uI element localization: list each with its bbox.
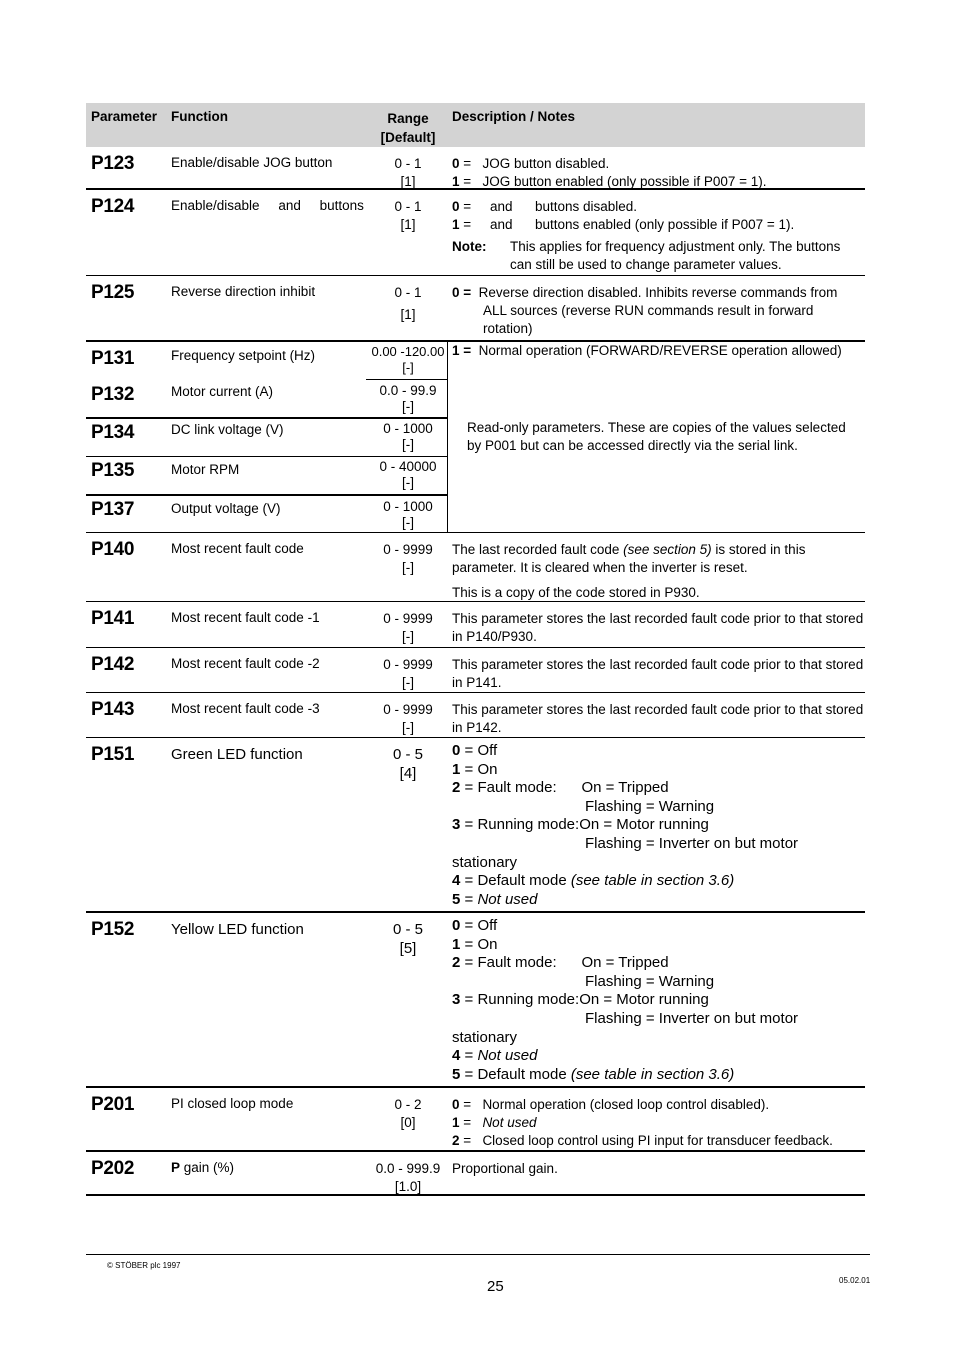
- param-function: Frequency setpoint (Hz): [171, 348, 316, 363]
- param-description: Proportional gain.: [452, 1161, 558, 1176]
- header-description: Description / Notes: [452, 109, 576, 124]
- param-function: Enable/disable JOG button: [171, 155, 333, 170]
- param-range: 0.0 - 99.9 [-]: [379, 383, 437, 414]
- param-id: P143: [91, 699, 135, 720]
- table-row-p140: [86, 533, 865, 602]
- param-id: P132: [91, 384, 135, 405]
- table-row-p137: [86, 496, 865, 532]
- document-date: 05.02.01: [839, 1276, 871, 1285]
- readonly-description: Read-only parameters. These are copies of the values selected by P001 but can be accessed directly via the serial link.: [467, 420, 846, 453]
- param-id: P142: [91, 654, 135, 675]
- param-description: This parameter stores the last recorded fault code prior to that stored in P142.: [452, 702, 864, 735]
- header-parameter: Parameter: [91, 109, 158, 124]
- param-range: 0 - 1000 [-]: [383, 499, 433, 530]
- parameter-table: [86, 103, 865, 1196]
- param-id: P140: [91, 539, 135, 560]
- param-function: Output voltage (V): [171, 501, 281, 516]
- param-description: The last recorded fault code (see section 5) is stored in this parameter. It is cleared when the inverter is reset. This is a copy of the code stored in P930.: [452, 542, 806, 600]
- param-id: P141: [91, 608, 135, 629]
- param-function: PI closed loop mode: [171, 1096, 294, 1111]
- copyright: © STÖBER plc 1997: [107, 1261, 181, 1270]
- param-range: 0 - 1000 [-]: [383, 421, 433, 452]
- footer-divider: [86, 1254, 870, 1255]
- table-header: [86, 103, 865, 147]
- page-number: 25: [487, 1278, 504, 1295]
- param-range: 0 - 9999 [-]: [383, 657, 433, 690]
- param-function: Motor RPM: [171, 462, 240, 477]
- param-id: P131: [91, 348, 135, 369]
- param-id: P124: [91, 196, 135, 217]
- header-function: Function: [171, 109, 228, 124]
- param-description: 0 = Off 1 = On 2 = Fault mode: On = Tripped Flashing = Warning 3 = Running mode:On = Motor running Flashing = Inverter on but motor stationary 4 = Default mode (see table in section 3.6) 5 = Not used: [452, 742, 799, 908]
- table-row-p135: [86, 457, 865, 495]
- param-range: 0.0 - 999.9 [1.0]: [375, 1161, 441, 1194]
- table-row-p123: [86, 147, 865, 190]
- table-row-p142: [86, 648, 865, 693]
- table-row-p151: [86, 738, 865, 913]
- param-range: 0.00 -120.00 [-]: [371, 344, 445, 375]
- param-function: Reverse direction inhibit: [171, 284, 316, 299]
- param-id: P135: [91, 460, 135, 481]
- param-function: P gain (%): [171, 1160, 235, 1175]
- note-text: This applies for frequency adjustment only. The buttons can still be used to change parameter values.: [510, 239, 841, 272]
- param-function: Yellow LED function: [171, 921, 304, 938]
- param-range: 0 - 1 [1]: [394, 285, 422, 322]
- table-row-p201: [86, 1088, 865, 1152]
- table-row-p132: [86, 380, 865, 418]
- param-range: 0 - 9999 [-]: [383, 542, 433, 575]
- table-row-p152: [86, 913, 865, 1088]
- param-function: Green LED function: [171, 746, 303, 763]
- param-function: Most recent fault code: [171, 541, 304, 556]
- param-id: P134: [91, 422, 135, 443]
- param-id: P151: [91, 744, 135, 765]
- param-function: Most recent fault code -3: [171, 701, 320, 716]
- param-function: Most recent fault code -2: [171, 656, 320, 671]
- param-description: This parameter stores the last recorded fault code prior to that stored in P141.: [452, 657, 864, 690]
- param-id: P125: [91, 282, 135, 303]
- param-id: P123: [91, 153, 135, 174]
- param-description: 0 = JOG button disabled. 1 = JOG button enabled (only possible if P007 = 1).: [452, 156, 767, 189]
- param-description: This parameter stores the last recorded fault code prior to that stored in P140/P930.: [452, 611, 864, 644]
- param-description: 0 = Reverse direction disabled. Inhibits reverse commands from ALL sources (reverse RUN commands result in forward rotation) 1 = Normal operation (FORWARD/REVERSE operation allowed): [452, 285, 842, 358]
- note-label: Note:: [452, 239, 487, 254]
- param-function: Enable/disable and buttons: [171, 198, 364, 213]
- table-row-p141: [86, 602, 865, 648]
- param-id: P137: [91, 499, 135, 520]
- param-range: 0 - 9999 [-]: [383, 702, 433, 735]
- header-range: Range [Default]: [380, 111, 436, 145]
- param-range: 0 - 2 [0]: [394, 1097, 422, 1130]
- table-row-p124: [86, 190, 865, 276]
- table-row-p131: [86, 342, 865, 380]
- param-id: P201: [91, 1094, 135, 1115]
- param-range: 0 - 1 [1]: [394, 156, 422, 189]
- param-range: 0 - 9999 [-]: [383, 611, 433, 644]
- param-description: 0 = and buttons disabled. 1 = and buttons enabled (only possible if P007 = 1). Note: This applies for frequency adjustment only. The buttons can still be used to change parameter values.: [452, 198, 865, 274]
- readonly-group: [86, 342, 865, 533]
- param-range: 0 - 5 [4]: [392, 746, 423, 782]
- param-function: Motor current (A): [171, 384, 274, 399]
- param-function: DC link voltage (V): [171, 422, 284, 437]
- param-id: P202: [91, 1158, 135, 1179]
- param-function: Most recent fault code -1: [171, 610, 320, 625]
- param-range: 0 - 1 [1]: [394, 199, 422, 232]
- param-description: 0 = Normal operation (closed loop control disabled). 1 = Not used 2 = Closed loop control using PI input for transducer feedback.: [452, 1097, 833, 1148]
- param-range: 0 - 5 [5]: [392, 921, 423, 957]
- table-row-p143: [86, 693, 865, 738]
- param-range: 0 - 40000 [-]: [379, 459, 437, 490]
- table-row-p202: [86, 1152, 865, 1196]
- param-id: P152: [91, 919, 135, 940]
- param-description: 0 = Off 1 = On 2 = Fault mode: On = Tripped Flashing = Warning 3 = Running mode:On = Motor running Flashing = Inverter on but motor stationary 4 = Not used 5 = Default mode (see table in section 3.6): [452, 917, 799, 1083]
